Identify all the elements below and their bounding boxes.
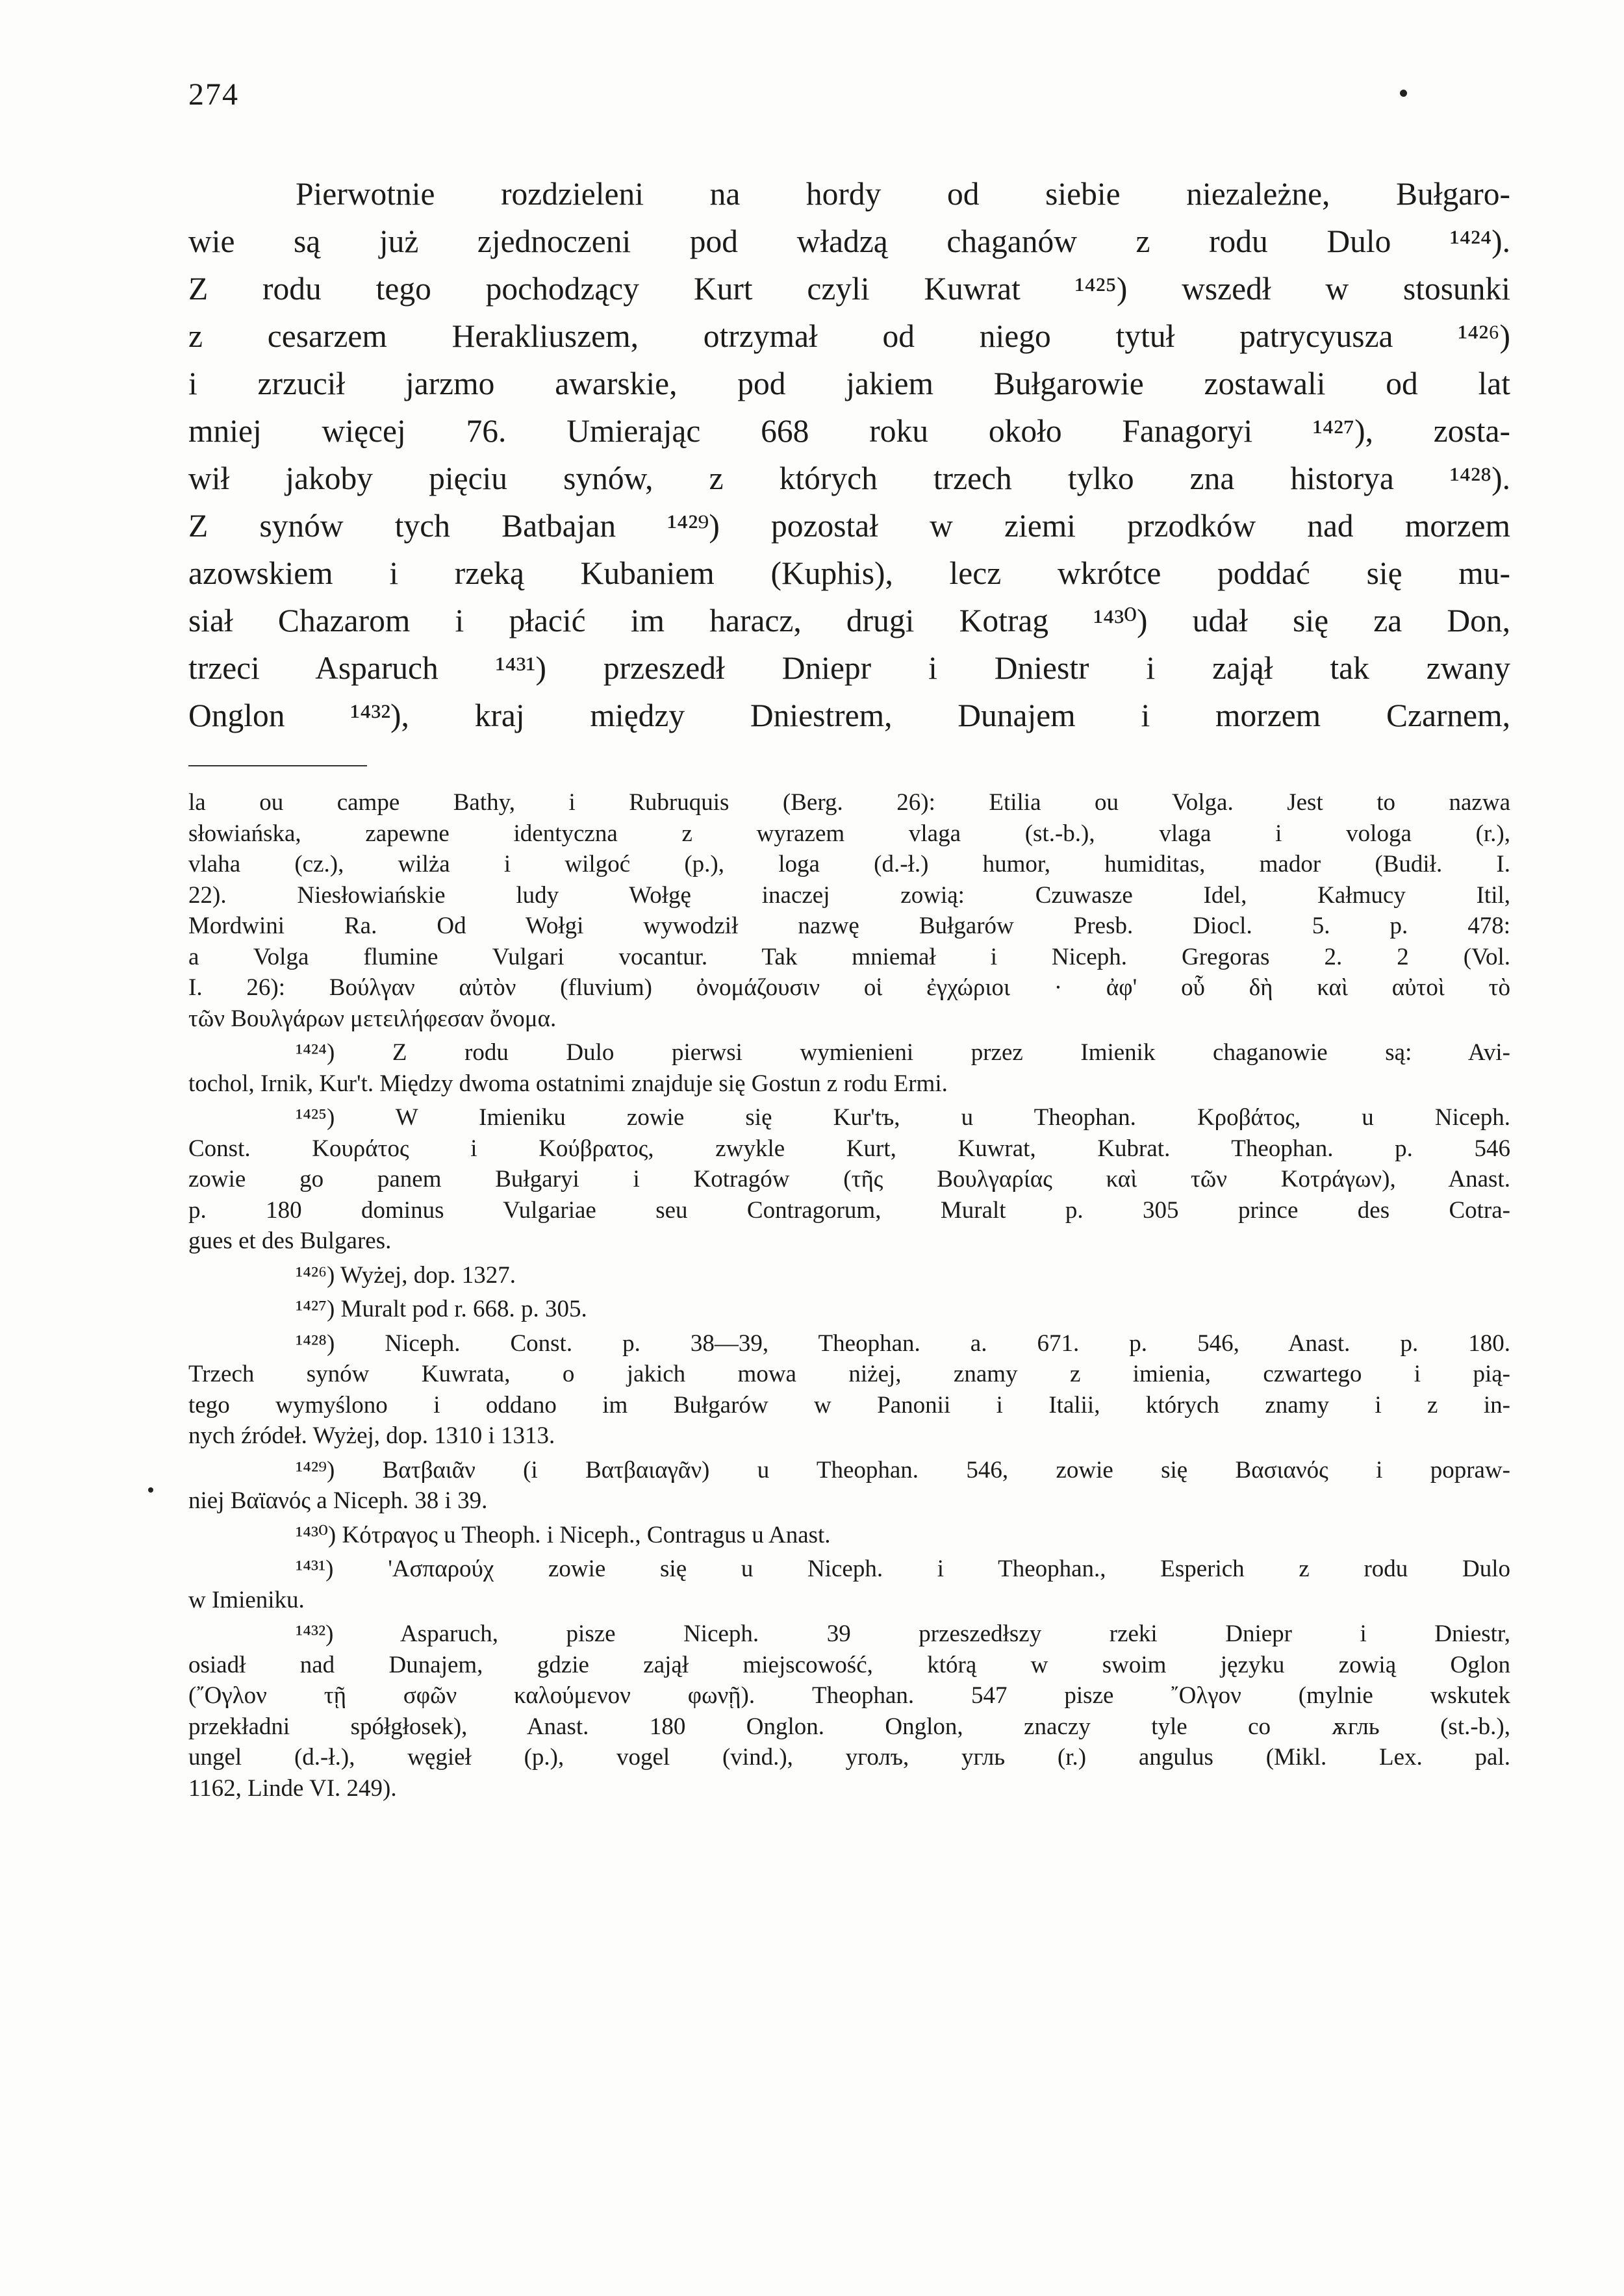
speck-mark (1400, 90, 1407, 97)
footnote (188, 1520, 1510, 1551)
footnote-line: gues et des Bulgares. (188, 1228, 392, 1254)
main-body-text (188, 170, 1510, 739)
footnote-line: ¹⁴²⁸) Niceph. Const. p. 38—39, Theophan. a. 671. p. 546, Anast. p. 180. (296, 1330, 1510, 1357)
main-text-line: trzeci Asparuch ¹⁴³¹) przeszedł Dniepr i Dniestr i zajął tak zwany (188, 650, 1510, 686)
footnote (188, 787, 1510, 1034)
footnote-line: słowiańska, zapewne identyczna z wyrazem vlaga (st.-b.), vlaga i vologa (r.), (188, 820, 1510, 847)
footnote (188, 1328, 1510, 1452)
footnote-line: tego wymyślono i oddano im Bułgarów w Panonii i Italii, których znamy i z in- (188, 1391, 1510, 1419)
footnote-line: τῶν Βουλγάρων μετειλήφεσαν ὄνομα. (188, 1005, 557, 1032)
footnote (188, 1260, 1510, 1291)
footnote-line: tochol, Irnik, Kur't. Między dwoma ostatnimi znajduje się Gostun z rodu Ermi. (188, 1070, 948, 1097)
footnote-line: Mordwini Ra. Od Wołgi wywodził nazwę Bułgarów Presb. Diocl. 5. p. 478: (188, 913, 1510, 939)
footnote-line: zowie go panem Bułgaryi i Kotragów (τῆς Βουλγαρίας καὶ τῶν Κοτράγων), Anast. (188, 1166, 1510, 1192)
footnote-line: ¹⁴²⁶) Wyżej, dop. 1327. (296, 1261, 516, 1289)
footnote-line: ¹⁴²⁹) Βατβαιᾶν (i Βατβαιαγᾶν) u Theophan. 546, zowie się Βασιανός i popraw- (296, 1456, 1510, 1483)
main-text-line: wił jakoby pięciu synów, z których trzech tylko zna historya ¹⁴²⁸). (188, 460, 1510, 496)
footnote (188, 1037, 1510, 1099)
footnote-separator (188, 765, 367, 766)
footnote-line: Trzech synów Kuwrata, o jakich mowa niżej, znamy z imienia, czwartego i pią- (188, 1361, 1510, 1387)
footnote-line: a Volga flumine Vulgari vocantur. Tak mniemał i Niceph. Gregoras 2. 2 (Vol. (188, 943, 1510, 970)
footnote-line: niej Βαϊανός a Niceph. 38 i 39. (188, 1487, 488, 1514)
footnote (188, 1554, 1510, 1615)
footnote (188, 1619, 1510, 1804)
footnote-line: ¹⁴³¹) 'Ασπαρούχ zowie się u Niceph. i Theophan., Esperich z rodu Dulo (296, 1556, 1510, 1582)
footnote (188, 1102, 1510, 1257)
footnote (188, 1294, 1510, 1325)
main-text-line: wie są już zjednoczeni pod władzą chaganów z rodu Dulo ¹⁴²⁴). (188, 223, 1510, 259)
footnote-line: 1162, Linde VI. 249). (188, 1774, 397, 1802)
main-text-line: z cesarzem Herakliuszem, otrzymał od niego tytuł patrycyusza ¹⁴²⁶) (188, 318, 1510, 354)
footnote-line: przekładni spółgłosek), Anast. 180 Onglon. Onglon, znaczy tyle co ѫгль (st.-b.), (188, 1713, 1510, 1740)
footnote-line: osiadł nad Dunajem, gdzie zajął miejscowość, którą w swoim języku zowią Oglon (188, 1651, 1510, 1678)
footnote-line: nych źródeł. Wyżej, dop. 1310 i 1313. (188, 1422, 555, 1449)
page-number: 274 (188, 77, 239, 112)
main-text-line: Z rodu tego pochodzący Kurt czyli Kuwrat ¹⁴²⁵) wszedł w stosunki (188, 271, 1510, 307)
footnote (188, 1455, 1510, 1517)
footnote-line: ¹⁴²⁴) Z rodu Dulo pierwsi wymienieni przez Imienik chaganowie są: Avi- (296, 1039, 1510, 1066)
footnote-line: 22). Niesłowiańskie ludy Wołgę inaczej zowią: Czuwasze Idel, Kałmucy Itil, (188, 881, 1510, 909)
footnote-line: ¹⁴²⁷) Muralt pod r. 668. p. 305. (296, 1296, 587, 1322)
footnote-line: ungel (d.-ł.), węgieł (p.), vogel (vind.), уголъ, угль (r.) angulus (Mikl. Lex. pal. (188, 1744, 1510, 1771)
main-text-line: Z synów tych Batbajan ¹⁴²⁹) pozostał w ziemi przodków nad morzem (188, 508, 1510, 544)
main-text-line: siał Chazarom i płacić im haracz, drugi Kotrag ¹⁴³⁰) udał się za Don, (188, 603, 1510, 638)
main-text-line: Onglon ¹⁴³²), kraj między Dniestrem, Dunajem i morzem Czarnem, (188, 698, 1510, 733)
footnotes-section (188, 787, 1510, 1804)
footnote-line: vlaha (cz.), wilża i wilgoć (p.), loga (d.-ł.) humor, humiditas, mador (Budił. I. (188, 851, 1510, 877)
footnote-line: w Imieniku. (188, 1586, 305, 1613)
footnote-line: p. 180 dominus Vulgariae seu Contragorum, Muralt p. 305 prince des Cotra- (188, 1196, 1510, 1224)
footnote-line: ¹⁴³⁰) Κότραγος u Theoph. i Niceph., Contragus u Anast. (296, 1521, 831, 1548)
main-text-line: mniej więcej 76. Umierając 668 roku około Fanagoryi ¹⁴²⁷), zosta- (188, 413, 1510, 449)
main-text-line: Pierwotnie rozdzieleni na hordy od siebie niezależne, Bułgaro- (296, 176, 1510, 212)
footnote-line: (῎Ογλον τῇ σφῶν καλούμενον φωνῇ). Theophan. 547 pisze ῎Ολγον (mylnie wskutek (188, 1682, 1510, 1709)
footnote-line: Const. Κουράτος i Κούβρατος, zwykle Kurt, Kuwrat, Kubrat. Theophan. p. 546 (188, 1135, 1510, 1162)
footnote-line: I. 26): Βούλγαν αὐτὸν (fluvium) ὀνομάζουσιν οἱ ἐγχώριοι · ἀφ' οὗ δὴ καὶ αὐτοὶ τὸ (188, 974, 1510, 1001)
speck-mark (148, 1487, 153, 1493)
footnote-line: la ou campe Bathy, i Rubruquis (Berg. 26): Etilia ou Volga. Jest to nazwa (188, 789, 1510, 816)
main-text-line: azowskiem i rzeką Kubaniem (Kuphis), lecz wkrótce poddać się mu- (188, 555, 1510, 591)
footnote-line: ¹⁴²⁵) W Imieniku zowie się Kur'tъ, u Theophan. Κροβάτος, u Niceph. (296, 1104, 1510, 1131)
main-text-line: i zrzucił jarzmo awarskie, pod jakiem Bułgarowie zostawali od lat (188, 366, 1510, 401)
footnote-line: ¹⁴³²) Asparuch, pisze Niceph. 39 przeszedłszy rzeki Dniepr i Dniestr, (296, 1621, 1510, 1647)
